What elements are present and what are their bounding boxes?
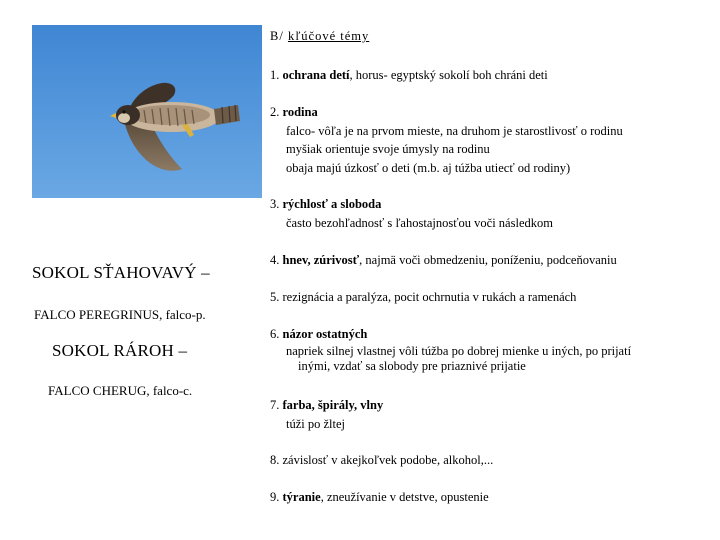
list-item [270, 396, 383, 433]
item-line: často bezohľadnosť s ľahostajnosťou voči následkom [286, 215, 553, 230]
item-heading: rodina [282, 105, 318, 119]
section-heading: kľúčové témy [287, 29, 370, 43]
item-heading: týranie [282, 490, 321, 504]
list-item [270, 66, 548, 85]
item-line: myšiak orientuje svoje úmysly na rodinu [286, 142, 490, 156]
list-item [270, 195, 553, 232]
list-item [270, 103, 623, 177]
item-text: závislosť v akejkoľvek podobe, alkohol,... [282, 453, 494, 467]
sokol1-latin: FALCO PEREGRINUS, falco-p. [34, 307, 206, 322]
item-number: 7. [270, 398, 280, 412]
falcon-image [32, 25, 262, 198]
item-number: 5. [270, 290, 280, 304]
item-text: rezignácia a paralýza, pocit ochrnutia v rukách a ramenách [282, 290, 577, 304]
section-prefix: B/ [270, 29, 284, 43]
sokol2-latin: FALCO CHERUG, falco-c. [48, 383, 193, 398]
item-heading: rýchlosť a sloboda [282, 197, 382, 211]
sokol2-title: SOKOL RÁROH – [52, 341, 188, 360]
sokol1-title: SOKOL SŤAHOVAVÝ – [32, 263, 210, 282]
item-number: 8. [270, 453, 280, 467]
falcon-photo [32, 25, 262, 198]
item-number: 3. [270, 197, 280, 211]
item-text: , zneužívanie v detstve, opustenie [320, 490, 489, 504]
item-number: 4. [270, 253, 280, 267]
section-title [270, 29, 369, 44]
item-number: 2. [270, 105, 280, 119]
item-line: obaja majú úzkosť o deti (m.b. aj túžba utiecť od rodiny) [286, 160, 571, 175]
item-line: napriek silnej vlastnej vôli túžba po dobrej mienke u iných, po prijatí [286, 343, 632, 358]
list-item [270, 288, 576, 307]
item-line: inými, vzdať sa slobody pre priaznivé prijatie [298, 358, 526, 373]
item-number: 6. [270, 327, 280, 341]
item-line: túži po žltej [286, 416, 346, 431]
item-number: 9. [270, 490, 280, 504]
item-heading: názor ostatných [282, 327, 368, 341]
item-text: , horus- egyptský sokolí boh chráni deti [349, 68, 548, 82]
item-text: , najmä voči obmedzeniu, poníženiu, podceňovaniu [359, 253, 617, 267]
item-heading: ochrana detí [282, 68, 350, 82]
list-item [270, 488, 489, 507]
list-item [270, 251, 617, 270]
list-item [270, 325, 631, 374]
item-line: falco- vôľa je na prvom mieste, na druhom je starostlivosť o rodinu [286, 123, 623, 138]
list-item [270, 451, 493, 470]
item-heading: hnev, zúrivosť [282, 253, 360, 267]
item-heading: farba, špirály, vlny [282, 398, 384, 412]
item-number: 1. [270, 68, 280, 82]
